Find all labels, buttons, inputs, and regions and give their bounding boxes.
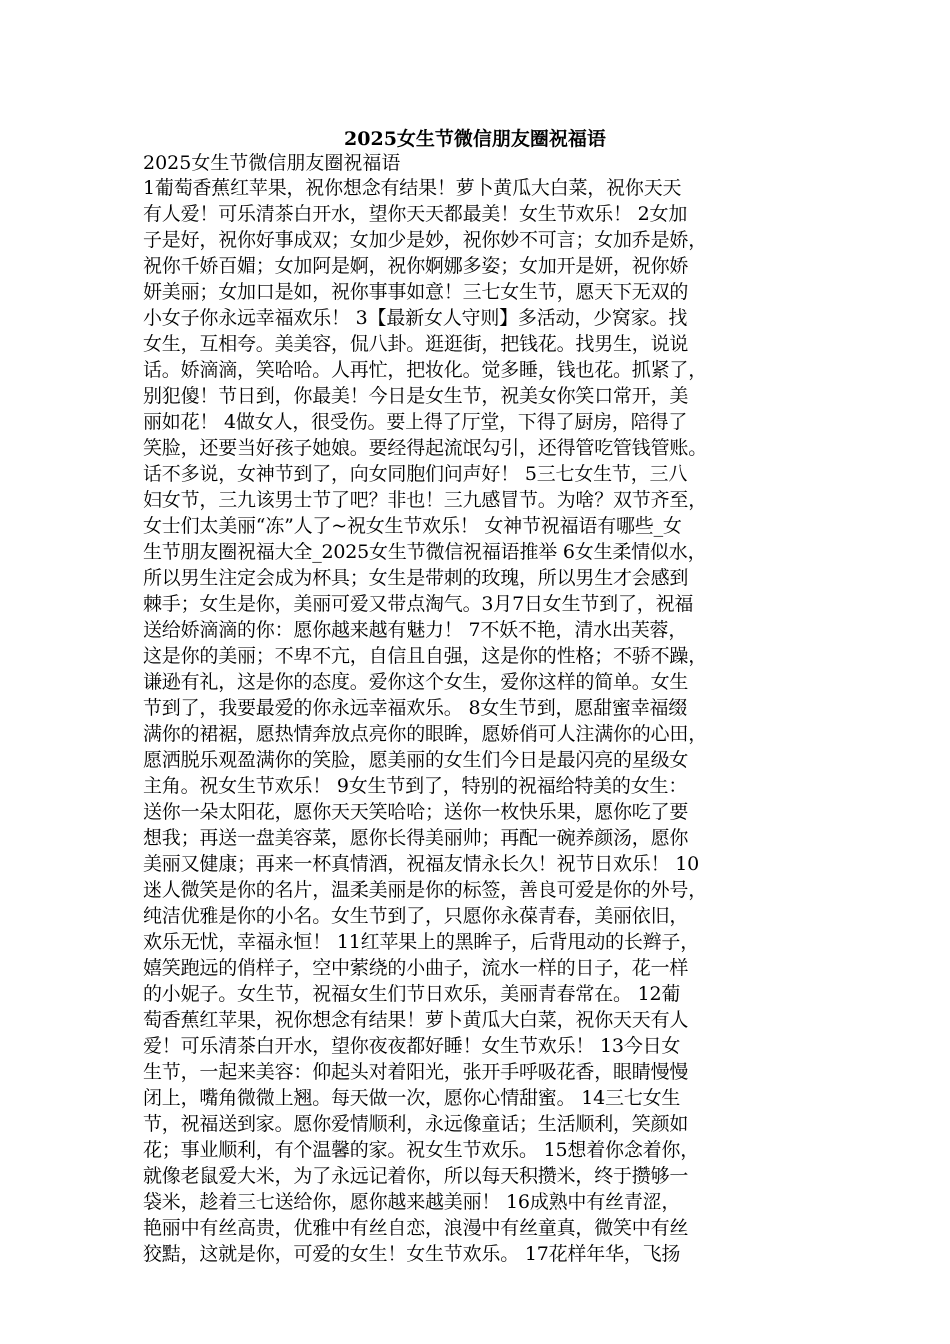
body-text-line: 爱！可乐清茶白开水，望你夜夜都好睡！女生节欢乐！ 13今日女 <box>143 1035 681 1057</box>
body-text-line: 话。娇滴滴，笑哈哈。人再忙，把妆化。觉多睡，钱也花。抓紧了， <box>143 359 708 381</box>
document-subtitle: 2025女生节微信朋友圈祝福语 <box>143 152 401 174</box>
body-text-line: 想我；再送一盘美容菜，愿你长得美丽帅；再配一碗养颜汤，愿你 <box>143 827 689 849</box>
body-text-line: 纯洁优雅是你的小名。女生节到了，只愿你永葆青春，美丽依旧， <box>143 905 689 927</box>
body-text-line: 所以男生注定会成为杯具；女生是带刺的玫瑰，所以男生才会感到 <box>143 567 689 589</box>
body-text-line: 女生，互相夸。美美容，侃八卦。逛逛街，把钱花。找男生，说说 <box>143 333 689 355</box>
body-text-line: 有人爱！可乐清茶白开水，望你天天都最美！女生节欢乐！ 2女加 <box>143 203 688 225</box>
body-text-line: 这是你的美丽；不卑不亢，自信且自强，这是你的性格；不骄不躁， <box>143 645 708 667</box>
body-text-line: 子是好，祝你好事成双；女加少是妙，祝你妙不可言；女加乔是娇， <box>143 229 708 251</box>
document-title: 2025女生节微信朋友圈祝福语 <box>344 128 606 150</box>
body-text-line: 美丽又健康；再来一杯真情酒，祝福友情永长久！祝节日欢乐！ 10 <box>143 853 700 875</box>
body-text-line: 欢乐无忧，幸福永恒！ 11红苹果上的黑眸子，后背甩动的长辫子， <box>143 931 700 953</box>
body-text-line: 送你一朵太阳花，愿你天天笑哈哈；送你一枚快乐果，愿你吃了要 <box>143 801 689 823</box>
body-text-line: 主角。祝女生节欢乐！ 9女生节到了，特别的祝福给特美的女生： <box>143 775 688 797</box>
body-text-line: 满你的裙裾，愿热情奔放点亮你的眼眸，愿娇俏可人注满你的心田， <box>143 723 708 745</box>
body-text-line: 的小妮子。女生节，祝福女生们节日欢乐，美丽青春常在。 12葡 <box>143 983 681 1005</box>
body-text-line: 妍美丽；女加口是如，祝你事事如意！三七女生节，愿天下无双的 <box>143 281 689 303</box>
body-text-line: 嬉笑跑远的俏样子，空中萦绕的小曲子，流水一样的日子，花一样 <box>143 957 689 979</box>
body-text-line: 谦逊有礼，这是你的态度。爱你这个女生，爱你这样的简单。女生 <box>143 671 689 693</box>
body-text-line: 别犯傻！节日到，你最美！今日是女生节，祝美女你笑口常开，美 <box>143 385 689 407</box>
body-text-line: 花；事业顺利，有个温馨的家。祝女生节欢乐。 15想着你念着你， <box>143 1139 700 1161</box>
body-text-line: 妇女节，三九该男士节了吧？非也！三九感冒节。为啥？双节齐至， <box>143 489 708 511</box>
body-text-line: 棘手；女生是你，美丽可爱又带点淘气。3月7日女生节到了，祝福 <box>143 593 694 615</box>
body-text-line: 小女子你永远幸福欢乐！ 3【最新女人守则】多活动，少窝家。找 <box>143 307 688 329</box>
body-text-line: 生节朋友圈祝福大全_2025女生节微信祝福语推举 6女生柔情似水， <box>143 541 707 563</box>
body-text-line: 袋米，趁着三七送给你，愿你越来越美丽！ 16成熟中有丝青涩， <box>143 1191 681 1213</box>
body-text-line: 闭上，嘴角微微上翘。每天做一次，愿你心情甜蜜。 14三七女生 <box>143 1087 681 1109</box>
body-text-line: 话不多说，女神节到了，向女同胞们问声好！ 5三七女生节，三八 <box>143 463 688 485</box>
body-text-line: 萄香蕉红苹果，祝你想念有结果！萝卜黄瓜大白菜，祝你天天有人 <box>143 1009 689 1031</box>
body-text-line: 送给娇滴滴的你：愿你越来越有魅力！ 7不妖不艳，清水出芙蓉， <box>143 619 688 641</box>
body-text-line: 1葡萄香蕉红苹果，祝你想念有结果！萝卜黄瓜大白菜，祝你天天 <box>143 177 682 199</box>
body-text-line: 狡黠，这就是你，可爱的女生！女生节欢乐。 17花样年华，飞扬 <box>143 1243 681 1265</box>
body-text-line: 女士们太美丽“冻”人了~祝女生节欢乐！ 女神节祝福语有哪些_女 <box>143 515 682 537</box>
body-text-line: 艳丽中有丝高贵，优雅中有丝自恋，浪漫中有丝童真，微笑中有丝 <box>143 1217 689 1239</box>
body-text-line: 祝你千娇百媚；女加阿是婀，祝你婀娜多姿；女加开是妍，祝你娇 <box>143 255 689 277</box>
body-text-line: 就像老鼠爱大米，为了永远记着你，所以每天积攒米，终于攒够一 <box>143 1165 689 1187</box>
body-text-line: 笑脸，还要当好孩子她娘。要经得起流氓勾引，还得管吃管钱管账。 <box>143 437 708 459</box>
body-text-line: 节，祝福送到家。愿你爱情顺利，永远像童话；生活顺利，笑颜如 <box>143 1113 689 1135</box>
body-text-line: 生节，一起来美容：仰起头对着阳光，张开手呼吸花香，眼睛慢慢 <box>143 1061 689 1083</box>
body-text-line: 愿洒脱乐观盈满你的笑脸，愿美丽的女生们今日是最闪亮的星级女 <box>143 749 689 771</box>
body-text-line: 节到了，我要最爱的你永远幸福欢乐。 8女生节到，愿甜蜜幸福缀 <box>143 697 688 719</box>
document-body <box>143 175 811 1265</box>
body-text-line: 迷人微笑是你的名片，温柔美丽是你的标签，善良可爱是你的外号， <box>143 879 708 901</box>
body-text-line: 丽如花！ 4做女人，很受伤。要上得了厅堂，下得了厨房，陪得了 <box>143 411 688 433</box>
